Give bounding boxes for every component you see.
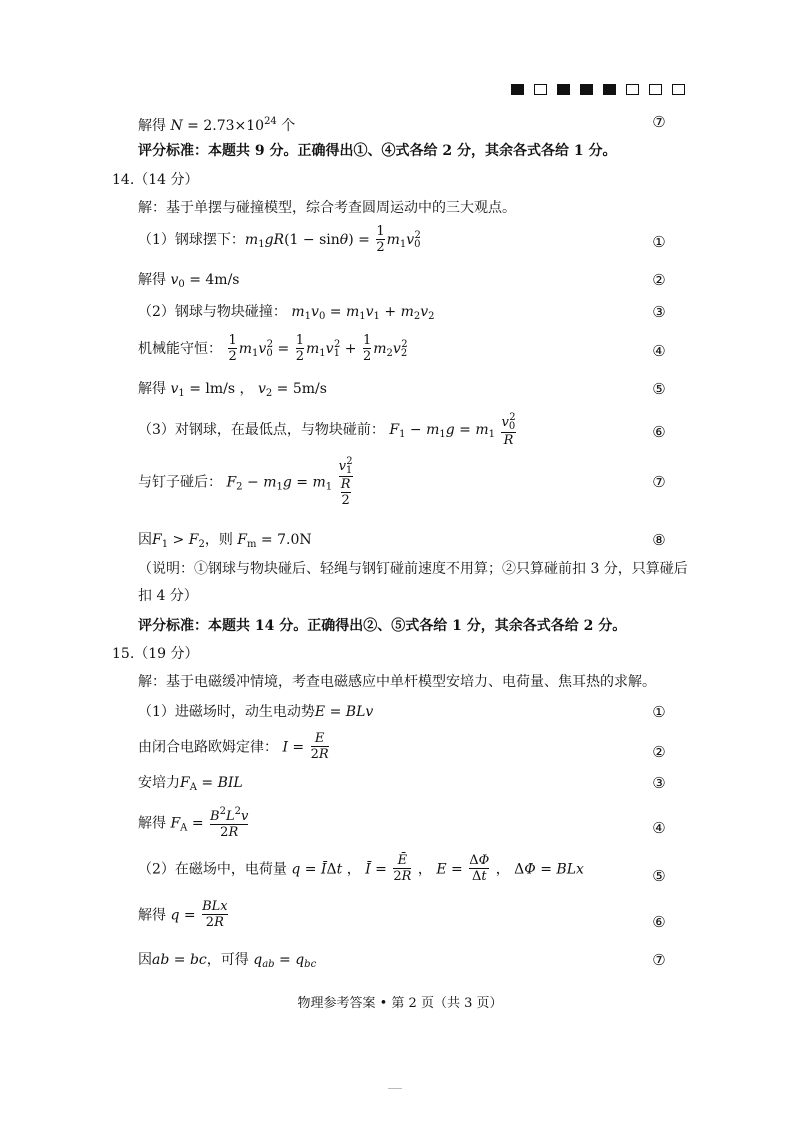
- q14-step-5: 解得 $v_1 = lm/s$ ， $v_2 = 5m/s$ ⑤: [0, 377, 800, 401]
- equation-marker: ⑦: [652, 113, 666, 131]
- step-label: 由闭合电路欧姆定律：: [138, 739, 278, 756]
- equation-marker: ⑦: [652, 473, 666, 491]
- q13-scoring: 评分标准：本题共 9 分。正确得出①、④式各给 2 分，其余各式各给 1 分。: [138, 143, 617, 159]
- square-8: [672, 84, 685, 95]
- page-footer: 物理参考答案 • 第 2 页（共 3 页）: [297, 996, 503, 1011]
- equation-marker: ⑤: [652, 867, 666, 885]
- q15-step-1: （1）进磁场时，动生电动势E = BLv ①: [0, 700, 800, 724]
- q14-scoring: 评分标准：本题共 14 分。正确得出②、⑤式各给 1 分，其余各式各给 2 分。: [138, 618, 627, 634]
- step-label: （1）钢球摆下：: [138, 232, 245, 248]
- q15-step-3: 安培力$F_A$ = BIL ③: [0, 771, 800, 795]
- q14-intro: 解：基于单摆与碰撞模型，综合考查圆周运动中的三大观点。: [138, 200, 516, 216]
- q14-note-line-2: 扣 4 分）: [138, 588, 198, 604]
- square-5: [603, 84, 616, 95]
- step-label: 解得: [138, 272, 166, 288]
- step-label: 与钉子碰后：: [138, 474, 222, 491]
- q15-step-2: 由闭合电路欧姆定律： I = $\frac{E}{2R}$ ②: [0, 740, 800, 764]
- square-7: [649, 84, 662, 95]
- step-label: 解得: [138, 815, 166, 832]
- q15-intro: 解：基于电磁缓冲情境，考查电磁感应中单杆模型安培力、电荷量、焦耳热的求解。: [138, 674, 656, 690]
- q14-step-1: （1）钢球摆下：$m_1gR(1 - \sin\theta)$ = $\frac{1}{2}$ $m_1v_0^2$ ①: [0, 230, 800, 254]
- square-3: [557, 84, 570, 95]
- equation-marker: ①: [652, 703, 666, 721]
- bottom-mark: [388, 1088, 402, 1089]
- step-label: （3）对钢球，在最低点，与物块碰前：: [138, 422, 385, 439]
- equation-marker: ⑤: [652, 380, 666, 398]
- formula-exponent: 24: [264, 116, 277, 127]
- fraction: $\frac{1}{2}$: [376, 223, 385, 255]
- step-label: （2）钢球与物块碰撞：: [138, 304, 287, 320]
- equation-marker: ②: [652, 743, 666, 761]
- q14-note-line-1: （说明：①钢球与物块碰后、轻绳与钢钉碰前速度不用算；②只算碰前扣 3 分，只算碰后: [138, 561, 688, 577]
- q14-step-7: 与钉子碰后： $F_2 - m_1g = m_1$ $\frac{v_1^2}{\frac{R}{2}}$ ⑦: [0, 470, 800, 494]
- equation-marker: ②: [652, 271, 666, 289]
- q15-step-6: 解得 q = $\frac{\text{BLx}}{2R}$ ⑥: [0, 910, 800, 934]
- q14-step-4: 机械能守恒： $\frac{1}{2}$ $m_1v_0^2$ = $\frac{1}{2}$ $m_1v_1^2$ + $\frac{1}{2}$ $m_2v_2^2$ ④: [0, 339, 800, 363]
- square-2: [534, 84, 547, 95]
- step-label: （1）进磁场时，动生电动势: [138, 704, 315, 720]
- q14-step-2: 解得 $v_0 = 4m/s$ ②: [0, 268, 800, 292]
- q13-result-label: 解得: [138, 118, 166, 134]
- square-4: [580, 84, 593, 95]
- equation-marker: ③: [652, 774, 666, 792]
- step-label: 安培力: [138, 775, 180, 791]
- equation-marker: ⑦: [652, 951, 666, 969]
- square-1: [511, 84, 524, 95]
- step-label: 机械能守恒：: [138, 341, 222, 357]
- equation-marker: ④: [652, 819, 666, 837]
- equation-marker: ⑥: [652, 913, 666, 931]
- formula-var: N: [170, 118, 183, 134]
- q14-title: 14.（14 分）: [112, 172, 199, 188]
- q15-title: 15.（19 分）: [112, 646, 199, 662]
- equation-marker: ④: [652, 342, 666, 360]
- q14-step-8: 因$F_1 > F_2$，则 $F_m = 7.0N$ ⑧: [0, 528, 800, 552]
- step-label: 解得: [138, 907, 166, 924]
- q14-step-6: （3）对钢球，在最低点，与物块碰前： $F_1 - m_1g = m_1$ $\frac{v_0^2}{R}$ ⑥: [0, 420, 800, 444]
- step-label: 解得: [138, 381, 166, 397]
- step-label: （2）在磁场中，电荷量: [138, 861, 287, 878]
- q13-result-line: [0, 110, 800, 134]
- equation-marker: ⑧: [652, 531, 666, 549]
- equation-marker: ③: [652, 303, 666, 321]
- step-label: 因: [138, 532, 152, 548]
- step-label: 因: [138, 952, 152, 968]
- formula-part: = 2.73×10: [182, 118, 265, 134]
- equation-marker: ①: [652, 233, 666, 251]
- square-6: [626, 84, 639, 95]
- q15-step-5: （2）在磁场中，电荷量 q = ĪΔt ， Ī = $\frac{Ē}{2R}$ ， E = $\frac{\Delta\Phi}{\Delta t}$ ， ΔΦ = BLx ⑤: [0, 864, 800, 888]
- equation-marker: ⑥: [652, 423, 666, 441]
- q15-step-7: 因ab = bc，可得 $q_{ab} = q_{bc}$ ⑦: [0, 948, 800, 972]
- formula-unit: 个: [276, 118, 296, 134]
- q15-step-4: 解得 $F_A$ = $\frac{B^2L^2v}{2R}$ ④: [0, 816, 800, 840]
- q14-step-3: （2）钢球与物块碰撞： $m_1v_0 = m_1v_1 + m_2v_2$ ③: [0, 300, 800, 324]
